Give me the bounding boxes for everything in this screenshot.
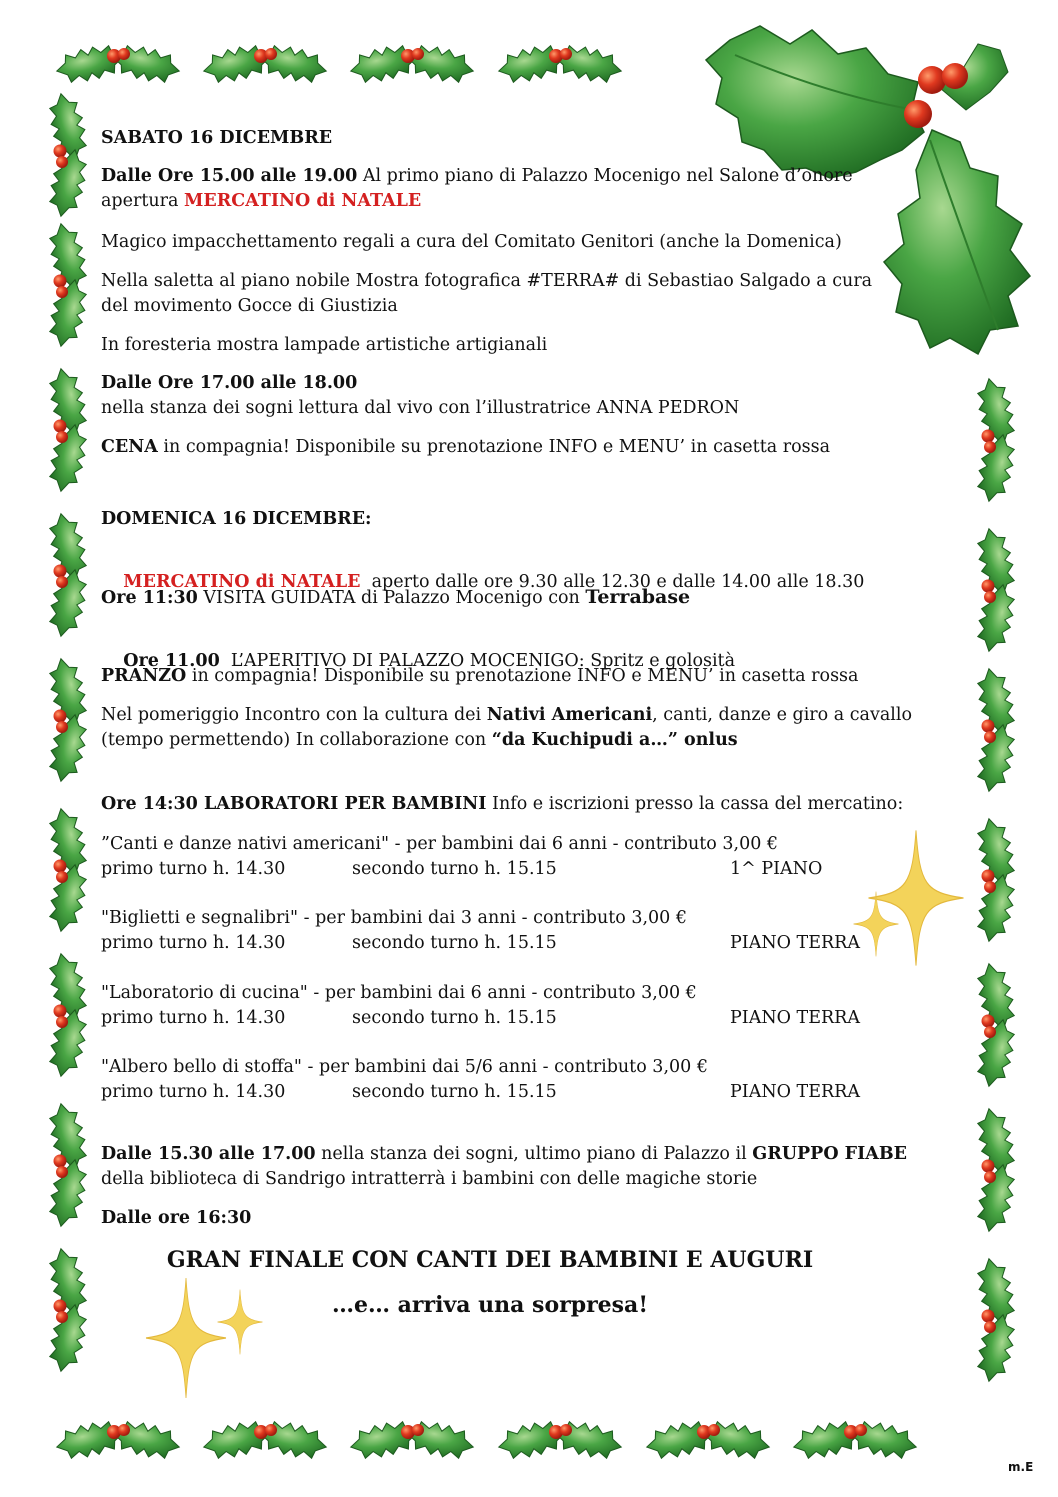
finale-title: GRAN FINALE CON CANTI DEI BAMBINI E AUGURI xyxy=(166,1247,814,1273)
lab-item xyxy=(101,981,981,1031)
lab-first-turn: primo turno h. 14.30 xyxy=(101,859,286,879)
aperitivo-text: L’APERITIVO DI PALAZZO MOCENIGO: Spritz e golosità xyxy=(219,651,736,671)
lab-title: "Albero bello di stoffa" - per bambini dai 5/6 anni - contributo 3,00 € xyxy=(101,1057,708,1077)
lunch xyxy=(101,664,858,689)
lab-schedule xyxy=(101,1006,981,1031)
labs-text: Info e iscrizioni presso la cassa del mercatino: xyxy=(486,794,904,814)
lunch-text: in compagnia! Disponibile su prenotazione INFO e MENU’ in casetta rossa xyxy=(186,666,859,686)
lab-title: "Laboratorio di cucina" - per bambini dai 6 anni - contributo 3,00 € xyxy=(101,983,697,1003)
native-americans xyxy=(101,703,912,753)
saturday-market-text2: apertura xyxy=(101,191,185,211)
lab-first-turn: primo turno h. 14.30 xyxy=(101,1008,286,1028)
lab-title: "Biglietti e segnalibri" - per bambini dai 3 anni - contributo 3,00 € xyxy=(101,908,688,928)
labs-header xyxy=(101,792,903,817)
tales-line2: della biblioteca di Sandrigo intratterrà i bambini con delle magiche storie xyxy=(101,1169,758,1189)
lunch-bold: PRANZO xyxy=(101,666,187,686)
surprise: …e… arriva una sorpresa! xyxy=(332,1292,648,1318)
dinner xyxy=(101,435,830,460)
natives-bold: Nativi Americani xyxy=(486,705,653,725)
dinner-text: in compagnia! Disponibile su prenotazione INFO e MENU’ in casetta rossa xyxy=(157,437,831,457)
lab-item xyxy=(101,832,981,882)
gift-wrap: Magico impacchettamento regali a cura del Comitato Genitori (anche la Domenica) xyxy=(101,232,842,252)
reading-text: nella stanza dei sogni lettura dal vivo con l’illustratrice ANNA PEDRON xyxy=(101,398,740,418)
reading-time: Dalle Ore 17.00 alle 18.00 xyxy=(101,373,358,393)
lab-second-turn: secondo turno h. 15.15 xyxy=(352,1008,557,1028)
saturday-market-name: MERCATINO di NATALE xyxy=(184,191,422,211)
sunday-market-text: aperto dalle ore 9.30 alle 12.30 e dalle 14.00 alle 18.30 xyxy=(360,572,865,592)
visit-text: VISITA GUIDATA di Palazzo Mocenigo con xyxy=(197,588,586,608)
photo-line1: Nella saletta al piano nobile Mostra fotografica #TERRA# di Sebastiao Salgado a cura xyxy=(101,271,873,291)
guided-visit xyxy=(101,585,690,611)
lab-schedule xyxy=(101,857,981,882)
natives-text2: , canti, danze e giro a cavallo xyxy=(652,705,913,725)
natives-partner: “da Kuchipudi a…” onlus xyxy=(491,730,738,750)
lab-item xyxy=(101,906,981,956)
dinner-bold: CENA xyxy=(101,437,158,457)
visit-time: Ore 11:30 xyxy=(101,588,198,608)
lab-second-turn: secondo turno h. 15.15 xyxy=(352,933,557,953)
lab-floor: 1^ PIANO xyxy=(730,859,823,879)
lab-first-turn: primo turno h. 14.30 xyxy=(101,1082,286,1102)
lab-floor: PIANO TERRA xyxy=(730,1082,860,1102)
sunday-market-name: MERCATINO di NATALE xyxy=(123,572,361,592)
labs-title: Ore 14:30 LABORATORI PER BAMBINI xyxy=(101,794,487,814)
lab-schedule xyxy=(101,931,981,956)
photo-exhibit xyxy=(101,269,872,319)
finale-time: Dalle ore 16:30 xyxy=(101,1208,252,1228)
photo-line2: del movimento Gocce di Giustizia xyxy=(101,296,398,316)
aperitivo-time: Ore 11.00 xyxy=(123,651,220,671)
tales-text: nella stanza dei sogni, ultimo piano di Palazzo il xyxy=(315,1144,753,1164)
tales-time: Dalle 15.30 alle 17.00 xyxy=(101,1144,316,1164)
lab-title: ”Canti e danze nativi americani" - per bambini dai 6 anni - contributo 3,00 € xyxy=(101,834,779,854)
tales-group: GRUPPO FIABE xyxy=(752,1144,907,1164)
lamps: In foresteria mostra lampade artistiche artigianali xyxy=(101,335,548,355)
reading xyxy=(101,371,739,421)
lab-schedule xyxy=(101,1080,981,1105)
saturday-title: SABATO 16 DICEMBRE xyxy=(101,128,333,148)
saturday-market-time: Dalle Ore 15.00 alle 19.00 xyxy=(101,166,358,186)
lab-second-turn: secondo turno h. 15.15 xyxy=(352,859,557,879)
lab-floor: PIANO TERRA xyxy=(730,933,860,953)
lab-second-turn: secondo turno h. 15.15 xyxy=(352,1082,557,1102)
signature: m.E xyxy=(1008,1460,1034,1474)
natives-text1: Nel pomeriggio Incontro con la cultura dei xyxy=(101,705,487,725)
saturday-market xyxy=(101,164,981,214)
saturday-market-text: Al primo piano di Palazzo Mocenigo nel Salone d’onore xyxy=(357,166,853,186)
lab-floor: PIANO TERRA xyxy=(730,1008,860,1028)
lab-first-turn: primo turno h. 14.30 xyxy=(101,933,286,953)
fairy-tales xyxy=(101,1142,907,1192)
natives-line2: (tempo permettendo) In collaborazione con xyxy=(101,730,492,750)
lab-item xyxy=(101,1055,981,1105)
sunday-title: DOMENICA 16 DICEMBRE: xyxy=(101,509,372,529)
visit-guide: Terrabase xyxy=(585,586,691,608)
